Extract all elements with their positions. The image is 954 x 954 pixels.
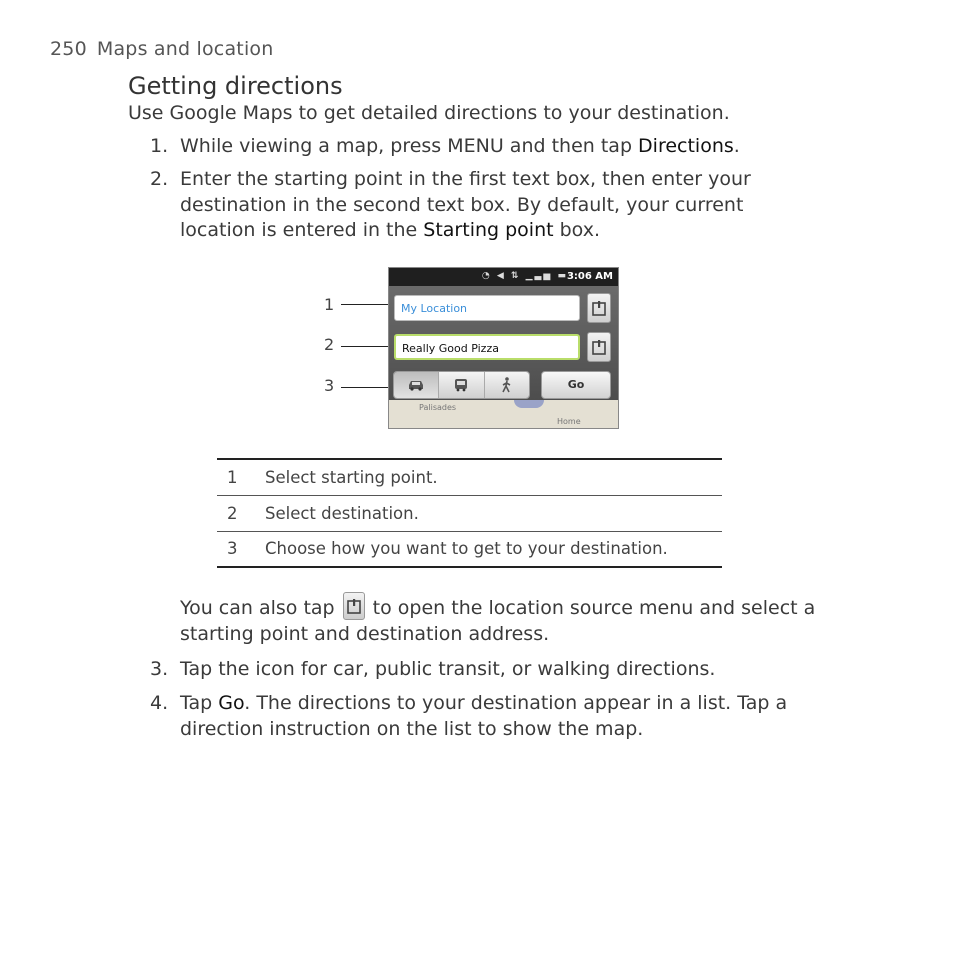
- table-row: [217, 459, 722, 495]
- destination-field[interactable]: Really Good Pizza: [394, 334, 580, 360]
- step-text: Enter the starting point in the first text box, then enter your destination in the second text box. By default, your current location is entered in the Starting point box.: [180, 168, 751, 241]
- car-mode-button[interactable]: [394, 372, 439, 398]
- legend-text: Choose how you want to get to your destination.: [265, 531, 722, 567]
- walking-icon: [501, 377, 513, 393]
- status-icons: ◔ ◀ ⇅ ▁▃▅ ▬: [481, 271, 568, 281]
- section-title: Maps and location: [96, 38, 274, 60]
- tip-text: You can also tap to open the location source menu and select a starting point and destination address.: [180, 592, 870, 647]
- location-source-icon: [592, 300, 606, 316]
- callout-line: [341, 346, 391, 347]
- map-label: Home: [557, 417, 581, 426]
- intro-text: Use Google Maps to get detailed directions to your destination.: [128, 102, 730, 124]
- status-bar: [389, 268, 618, 286]
- legend-text: Select destination.: [265, 495, 722, 531]
- travel-mode-selector: [393, 371, 530, 399]
- bus-icon: [454, 378, 468, 392]
- legend-number: 1: [217, 459, 265, 495]
- legend-text: Select starting point.: [265, 459, 722, 495]
- ui-term: Directions: [638, 135, 734, 157]
- car-icon: [407, 379, 425, 391]
- ui-term: Starting point: [423, 219, 554, 241]
- step-number: 4.: [150, 692, 169, 714]
- status-clock: 3:06 AM: [566, 271, 613, 282]
- page-header: [50, 38, 273, 60]
- starting-point-field[interactable]: My Location: [394, 295, 580, 321]
- map-view: [389, 400, 618, 428]
- map-label: Palisades: [419, 403, 457, 412]
- step-text: While viewing a map, press MENU and then tap Directions.: [180, 135, 740, 157]
- legend-number: 2: [217, 495, 265, 531]
- step-text: Tap Go. The directions to your destination appear in a list. Tap a direction instruction on the list to show the map.: [180, 692, 788, 740]
- walking-mode-button[interactable]: [485, 372, 529, 398]
- table-row: [217, 531, 722, 567]
- step-text: Tap the icon for car, public transit, or walking directions.: [180, 658, 716, 680]
- table-row: [217, 495, 722, 531]
- location-source-inline-button: [343, 592, 365, 620]
- ui-term: Go: [218, 692, 245, 714]
- callout-number: 1: [324, 295, 335, 314]
- legend-number: 3: [217, 531, 265, 567]
- callout-line: [341, 304, 391, 305]
- location-source-button[interactable]: [587, 332, 611, 362]
- location-source-icon: [592, 339, 606, 355]
- directions-screenshot: [388, 267, 619, 429]
- map-road: [514, 400, 544, 408]
- page-title: Getting directions: [128, 72, 343, 100]
- callout-number: 3: [324, 376, 335, 395]
- callout-number: 2: [324, 335, 335, 354]
- go-button[interactable]: Go: [541, 371, 611, 399]
- step-number: 1.: [150, 135, 169, 157]
- directions-panel: [389, 286, 618, 400]
- step-number: 3.: [150, 658, 169, 680]
- callout-legend-table: [217, 458, 722, 568]
- transit-mode-button[interactable]: [439, 372, 484, 398]
- page-number: 250: [50, 38, 87, 60]
- step-number: 2.: [150, 168, 169, 190]
- location-source-icon: [347, 598, 361, 614]
- location-source-button[interactable]: [587, 293, 611, 323]
- callout-line: [341, 387, 391, 388]
